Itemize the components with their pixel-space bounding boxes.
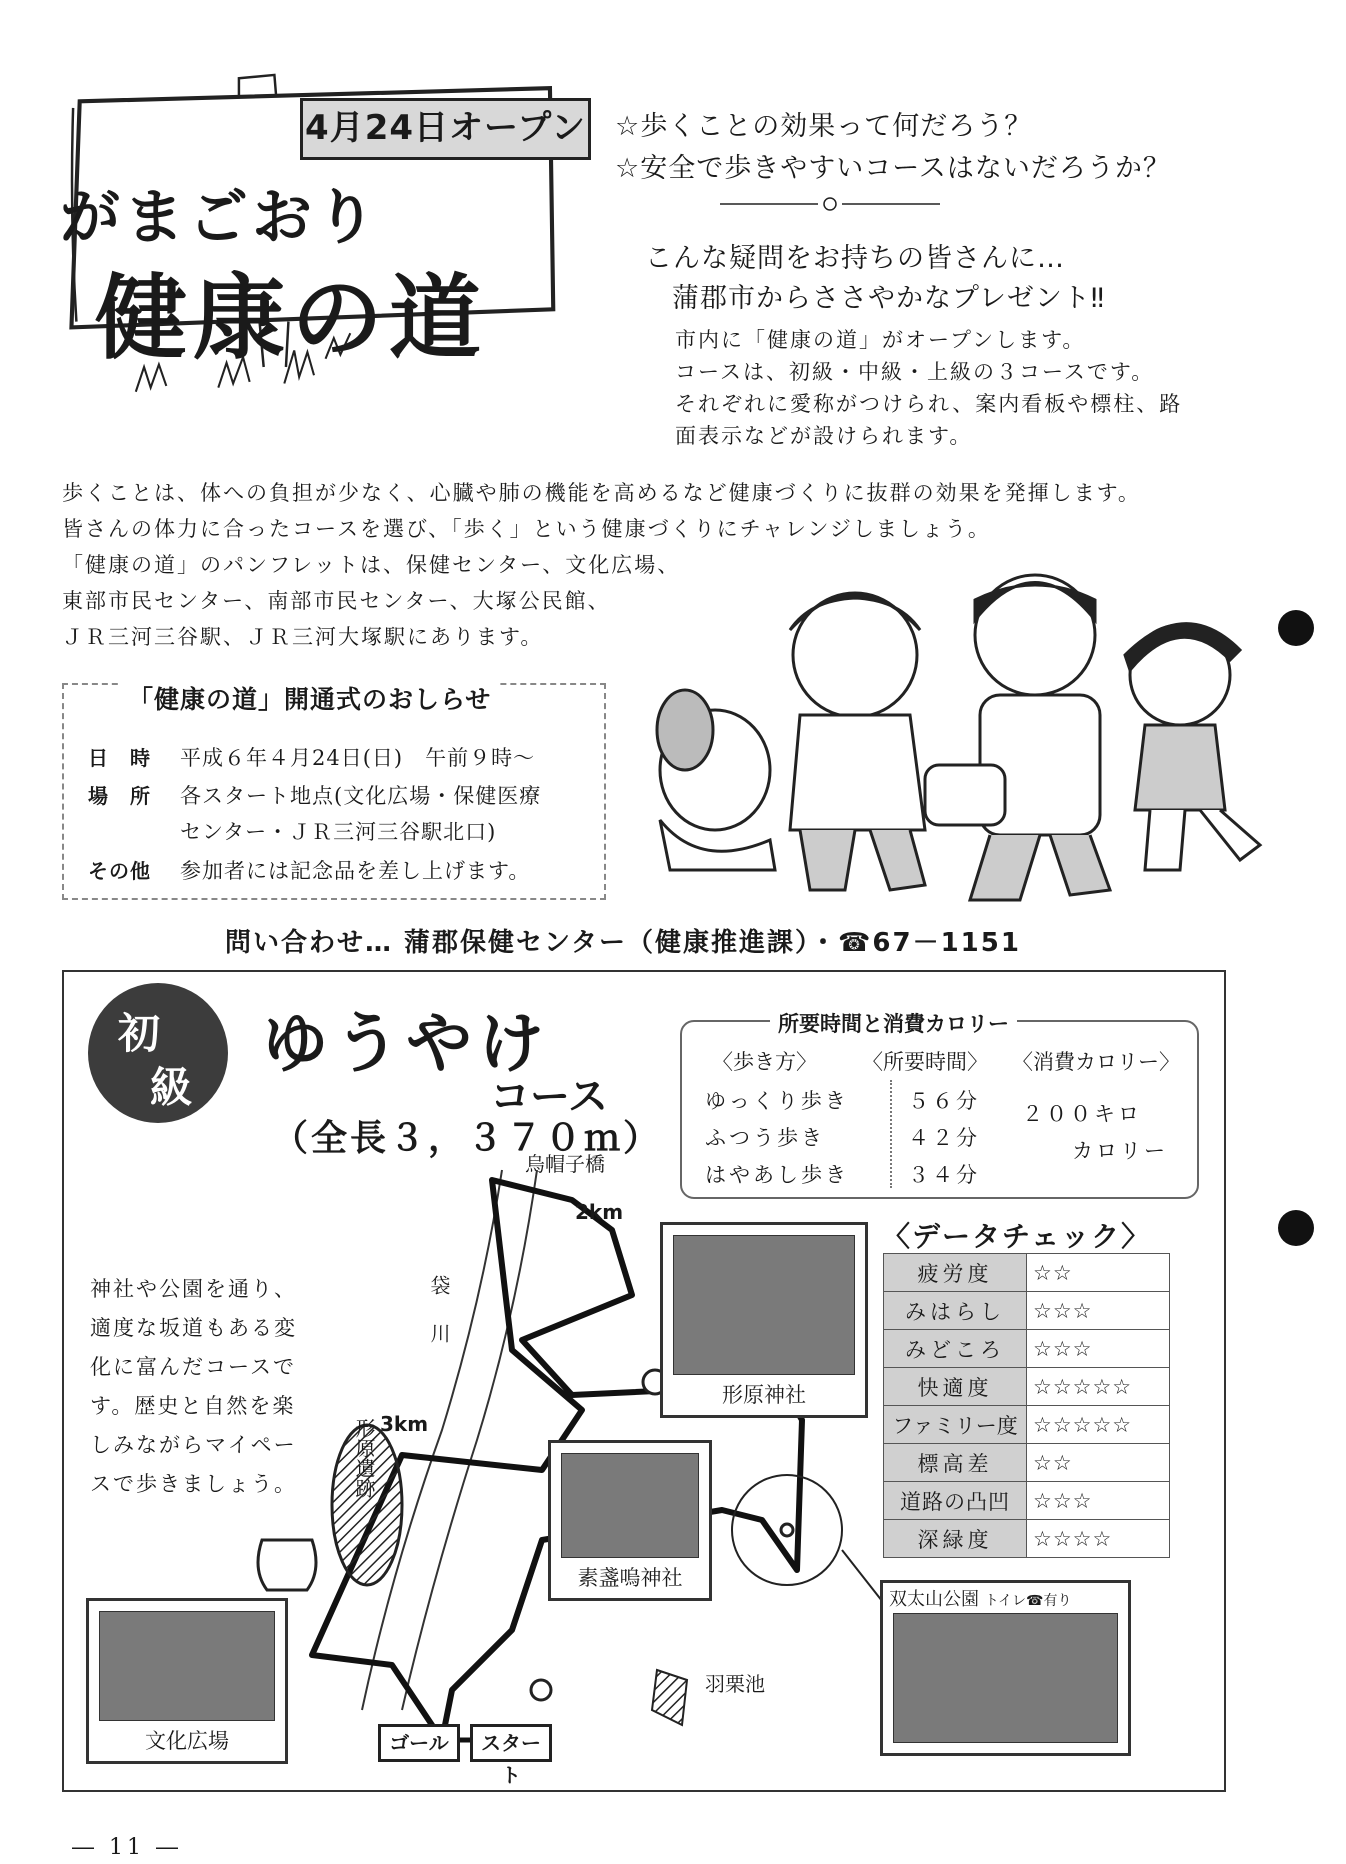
intro-right [675,324,1182,452]
photo-susanoo-shrine [548,1440,712,1601]
photo-caption: 文化広場 [145,1729,229,1753]
ceremony-row [88,742,535,772]
park-photo-image [893,1613,1118,1743]
calorie-unit: カロリー [1072,1139,1168,1163]
walk-time: ３４分 [908,1163,980,1187]
description-line: スで歩きましょう。 [90,1472,297,1496]
walk-method: ふつう歩き [705,1126,825,1150]
title-kenko-no-michi: 健康の道 [95,265,488,372]
data-check-label: 快適度 [884,1368,1027,1406]
shrine-photo-image [561,1453,699,1558]
contact-info: 問い合わせ… 蒲郡保健センター（健康推進課）・☎67－1151 [225,928,1021,958]
ceremony-row [88,855,530,885]
photo-sotaizan-park [880,1580,1131,1756]
intro-right-line: それぞれに愛称がつけられ、案内看板や標柱、路 [675,392,1183,416]
data-check-title: 〈データチェック〉 [882,1220,1152,1253]
binder-hole-2 [1278,1210,1314,1246]
description-line: しみながらマイペー [90,1433,297,1457]
intro-line: 皆さんの体力に合ったコースを選び、「歩く」という健康づくりにチャレンジしましょう。 [62,517,991,541]
divider-ornament [720,196,940,212]
intro-right-line: 市内に「健康の道」がオープンします。 [675,328,1086,352]
data-check-label: ファミリー度 [884,1406,1027,1444]
intro-right-line: 面表示などが設けられます。 [675,424,973,448]
label-3km: 3km [380,1412,429,1436]
data-check-stars: ☆☆☆☆ [1027,1520,1170,1558]
title-gamagori: がまごおり [60,183,380,253]
data-check-label: 疲労度 [884,1254,1027,1292]
walk-time: ４２分 [908,1126,980,1150]
course-suffix: コース [490,1074,608,1120]
ceremony-row: センター・ＪＲ三河三谷駅北口) [180,820,497,844]
photo-caption: 素盞嗚神社 [577,1566,683,1590]
intro-line: 東部市民センター、南部市民センター、大塚公民館、 [62,589,611,613]
label-2km: 2km [575,1200,624,1224]
data-check-label: 標高差 [884,1444,1027,1482]
park-caption [889,1585,1071,1611]
ceremony-value: 平成６年４月24日(日) 午前９時～ [180,746,536,770]
data-check-stars: ☆☆ [1027,1254,1170,1292]
data-check-label: 道路の凸凹 [884,1482,1027,1520]
time-calorie-title: 所要時間と消費カロリー [770,1008,1017,1038]
course-length: （全長３，３７０ｍ） [272,1118,663,1159]
start-sign: スタート [470,1724,552,1762]
description-line: 化に富んだコースで [90,1355,296,1379]
label-ruins: 形原遺跡 [352,1418,376,1498]
description-line: 適度な坂道もある変 [90,1316,297,1340]
label-river: 袋川 [427,1275,451,1371]
family-walking-illustration [640,570,1270,910]
question-2: ☆安全で歩きやすいコースはないだろうか？ [615,153,1171,184]
walk-method: はやあし歩き [705,1163,849,1187]
photo-katahara-shrine [660,1222,868,1418]
intro-right-line: コースは、初級・中級・上級の３コースです。 [675,360,1155,384]
intro-line: 「健康の道」のパンフレットは、保健センター、文化広場、 [62,553,681,577]
walk-method: ゆっくり歩き [705,1089,849,1113]
course-level-char: 級 [150,1063,193,1112]
course-level-badge [88,983,228,1123]
data-check-label: みはらし [884,1292,1027,1330]
ceremony-label: 日 時 [88,746,151,770]
time-header-method: 〈歩き方〉 [712,1050,817,1074]
ceremony-value: 各スタート地点(文化広場・保健医療 [180,784,542,808]
data-check-label: 深緑度 [884,1520,1027,1558]
shrine-photo-image [673,1235,855,1375]
goal-sign: ゴール [378,1724,460,1762]
lead-line-1: こんな疑問をお持ちの皆さんに… [645,243,1065,274]
intro-line: ＪＲ三河三谷駅、ＪＲ三河大塚駅にあります。 [62,625,544,649]
binder-hole-1 [1278,610,1314,646]
question-1: ☆歩くことの効果って何だろう？ [615,111,1033,142]
course-name: ゆうやけ [262,1005,550,1082]
walk-time: ５６分 [908,1089,980,1113]
intro-line: 歩くことは、体への負担が少なく、心臓や肺の機能を高めるなど健康づくりに抜群の効果を発揮します。 [62,481,1141,505]
lead-line-2: 蒲郡市からささやかなプレゼント‼ [672,283,1106,314]
park-name: 双太山公園 [889,1589,979,1610]
calorie-value: ２００キロ [1022,1102,1142,1126]
data-check-stars: ☆☆☆ [1027,1482,1170,1520]
ceremony-value: 参加者には記念品を差し上げます。 [180,859,531,883]
open-date-badge: 4月24日オープン [300,98,591,160]
plaza-photo-image [99,1611,275,1721]
ceremony-label: 場 所 [88,784,151,808]
data-check-stars: ☆☆☆ [1027,1292,1170,1330]
label-pond: 羽栗池 [705,1672,765,1696]
park-note: トイレ☎有り [984,1593,1072,1609]
data-check-stars: ☆☆☆☆☆ [1027,1406,1170,1444]
ceremony-title: 「健康の道」開通式のおしらせ [120,680,499,716]
description-line: す。歴史と自然を楽 [90,1394,296,1418]
data-check-stars: ☆☆ [1027,1444,1170,1482]
ceremony-label: その他 [88,859,151,883]
time-header-time: 〈所要時間〉 [862,1050,988,1074]
ceremony-row [88,780,541,810]
description-line: 神社や公園を通り、 [90,1277,297,1301]
data-check-stars: ☆☆☆ [1027,1330,1170,1368]
time-header-calorie: 〈消費カロリー〉 [1012,1050,1180,1074]
data-check-stars: ☆☆☆☆☆ [1027,1368,1170,1406]
photo-bunka-hiroba [86,1598,288,1764]
data-check-label: みどころ [884,1330,1027,1368]
course-level-char: 初 [118,1009,161,1058]
page-number: ― 11 ― [72,1835,182,1860]
photo-caption: 形原神社 [722,1383,806,1407]
label-eboshi-bridge: 烏帽子橋 [525,1152,605,1176]
